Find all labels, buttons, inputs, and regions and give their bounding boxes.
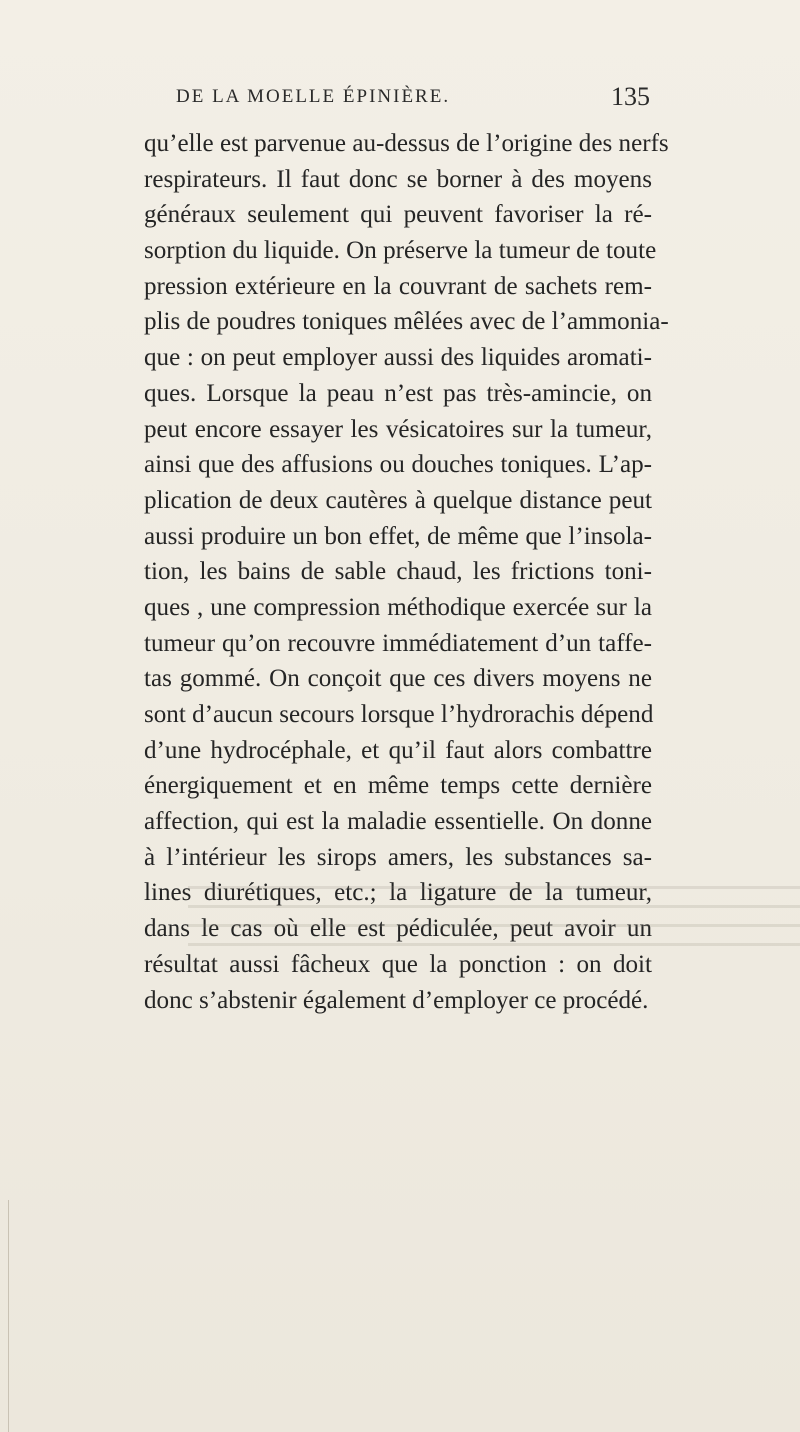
text-line: tas gommé. On conçoit que ces divers moyens ne [144,665,652,693]
text-line: tumeur qu’on recouvre immédiatement d’un taffe- [144,629,652,657]
text-line: généraux seulement qui peuvent favoriser la ré- [144,201,652,229]
text-line: dans le cas où elle est pédiculée, peut avoir un [144,915,652,943]
page-number: 135 [611,82,650,111]
text-line: respirateurs. Il faut donc se borner à des moyens [144,165,652,193]
text-line: ainsi que des affusions ou douches toniques. L’ap- [144,451,652,479]
text-line: plication de deux cautères à quelque distance peut [144,486,652,514]
text-line: sorption du liquide. On préserve la tumeur de toute [144,237,657,265]
text-line: aussi produire un bon effet, de même que l’insola- [144,522,652,550]
main-paragraph [144,126,669,1018]
text-line: ques , une compression méthodique exercée sur la [144,593,652,621]
text-line: peut encore essayer les vésicatoires sur la tumeur, [144,415,652,443]
page-header [176,82,650,116]
text-line: d’une hydrocéphale, et qu’il faut alors combattre [144,736,652,764]
text-line: qu’elle est parvenue au-dessus de l’origine des nerfs [144,130,669,157]
text-line: sont d’aucun secours lorsque l’hydrorachis dépend [144,701,654,728]
text-line: que : on peut employer aussi des liquides aromati- [144,344,652,372]
text-line: affection, qui est la maladie essentielle. On donne [144,808,652,836]
text-line: lines diurétiques, etc.; la ligature de la tumeur, [144,879,652,907]
text-line: énergiquement et en même temps cette dernière [144,772,652,800]
text-line: tion, les bains de sable chaud, les frictions toni- [144,558,652,586]
text-line: ques. Lorsque la peau n’est pas très-amincie, on [144,379,652,407]
text-line: résultat aussi fâcheux que la ponction : on doit [144,950,652,978]
text-line: pression extérieure en la couvrant de sachets rem- [144,272,652,300]
text-line: donc s’abstenir également d’employer ce procédé. [144,986,649,1014]
running-head: DE LA MOELLE ÉPINIÈRE. [176,86,451,107]
text-line: plis de poudres toniques mêlées avec de l’ammonia- [144,308,669,336]
page-edge-mark [8,1200,9,1432]
text-line: à l’intérieur les sirops amers, les substances sa- [144,843,652,871]
